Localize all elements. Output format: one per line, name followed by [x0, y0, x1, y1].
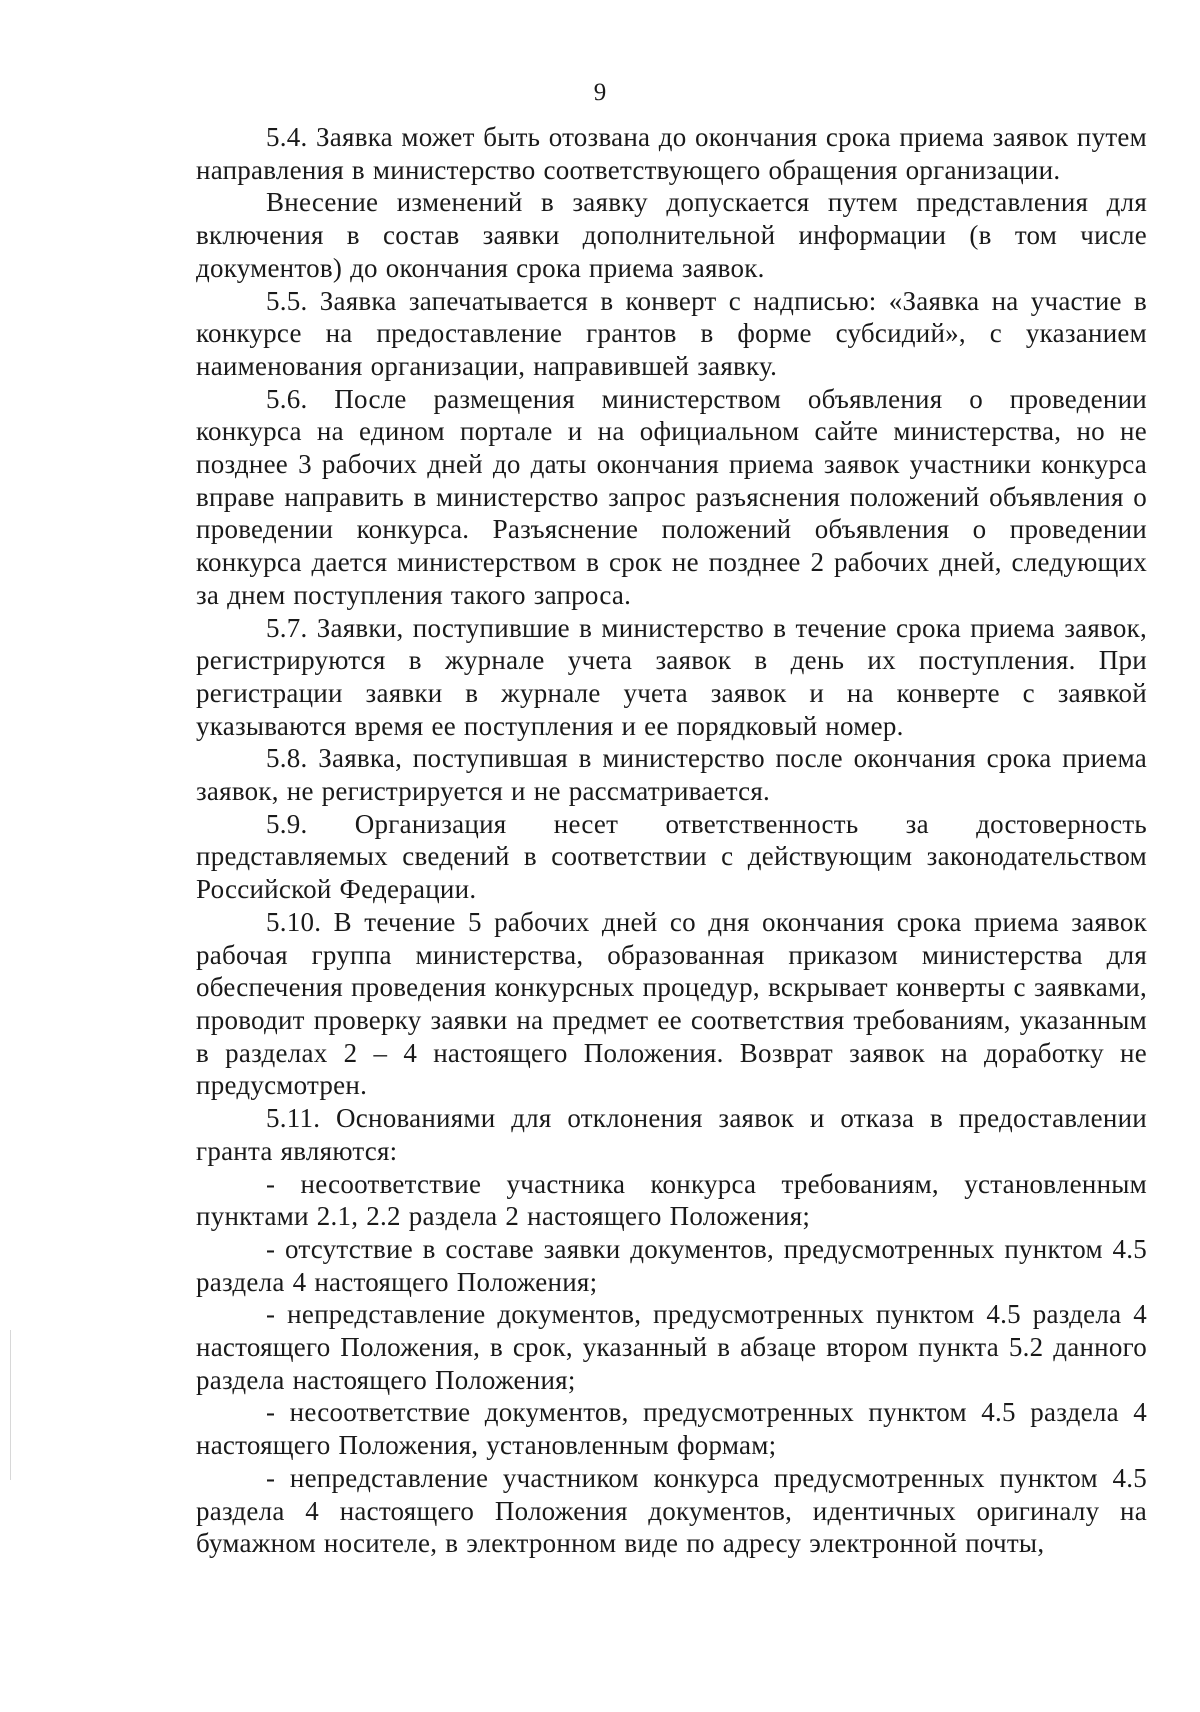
paragraph-5-5: 5.5. Заявка запечатывается в конверт с надписью: «Заявка на участие в конкурсе на предоставление грантов в форме субсидий», с указанием наименования организации, направившей заявку.: [196, 285, 1147, 381]
list-item-form-mismatch: - несоответствие документов, предусмотренных пунктом 4.5 раздела 4 настоящего Положения, установленным формам;: [196, 1397, 1147, 1461]
list-item-requirements-mismatch: - несоответствие участника конкурса требованиям, установленным пунктами 2.1, 2.2 раздела 2 настоящего Положения;: [196, 1168, 1147, 1232]
paragraph-5-9: 5.9. Организация несет ответственность за достоверность представляемых сведений в соответствии с действующим законодательством Российской Федерации.: [196, 808, 1147, 905]
paragraph-5-4: 5.4. Заявка может быть отозвана до окончания срока приема заявок путем направления в министерство соответствующего обращения организации.: [196, 122, 1147, 185]
paragraph-5-8: 5.8. Заявка, поступившая в министерство после окончания срока приема заявок, не регистрируется и не рассматривается.: [196, 743, 1147, 807]
paragraph-5-11: 5.11. Основаниями для отклонения заявок и отказа в предоставлении гранта являются:: [196, 1103, 1147, 1166]
paragraph-5-10: 5.10. В течение 5 рабочих дней со дня окончания срока приема заявок рабочая группа министерства, образованная приказом министерства для обеспечения проведения конкурсных процедур, вскрывает конверты с заявками, проводит проверку заявки на предмет ее соответствия требованиям, указанным в разделах 2 – 4 настоящего Положения. Возврат заявок на доработку не предусмотрен.: [196, 906, 1147, 1101]
page-number: 9: [593, 79, 607, 106]
list-item-late-documents: - непредставление документов, предусмотренных пунктом 4.5 раздела 4 настоящего Положения, в срок, указанный в абзаце втором пункта 5.2 данного раздела настоящего Положения;: [196, 1299, 1147, 1395]
paragraph-5-4-changes: Внесение изменений в заявку допускается путем представления для включения в состав заявки дополнительной информации (в том числе документов) до окончания срока приема заявок.: [196, 187, 1147, 283]
list-item-missing-documents: - отсутствие в составе заявки документов, предусмотренных пунктом 4.5 раздела 4 настоящего Положения;: [196, 1233, 1147, 1297]
document-body: [196, 121, 1147, 1560]
paragraph-5-7: 5.7. Заявки, поступившие в министерство в течение срока приема заявок, регистрируются в журнале учета заявок в день их поступления. При регистрации заявки в журнале учета заявок и на конверте с заявкой указываются время ее поступления и ее порядковый номер.: [196, 612, 1147, 741]
paragraph-5-6: 5.6. После размещения министерством объявления о проведении конкурса на едином портале и на официальном сайте министерства, но не позднее 3 рабочих дней до даты окончания приема заявок участники конкурса вправе направить в министерство запрос разъяснения положений объявления о проведении конкурса. Разъяснение положений объявления о проведении конкурса дается министерством в срок не позднее 2 рабочих дней, следующих за днем поступления такого запроса.: [196, 383, 1147, 610]
list-item-electronic-copies: - непредставление участником конкурса предусмотренных пунктом 4.5 раздела 4 настоящего Положения документов, идентичных оригиналу на бумажном носителе, в электронном виде по адресу электронной почты,: [196, 1462, 1147, 1559]
scan-edge-mark: [10, 1330, 11, 1480]
